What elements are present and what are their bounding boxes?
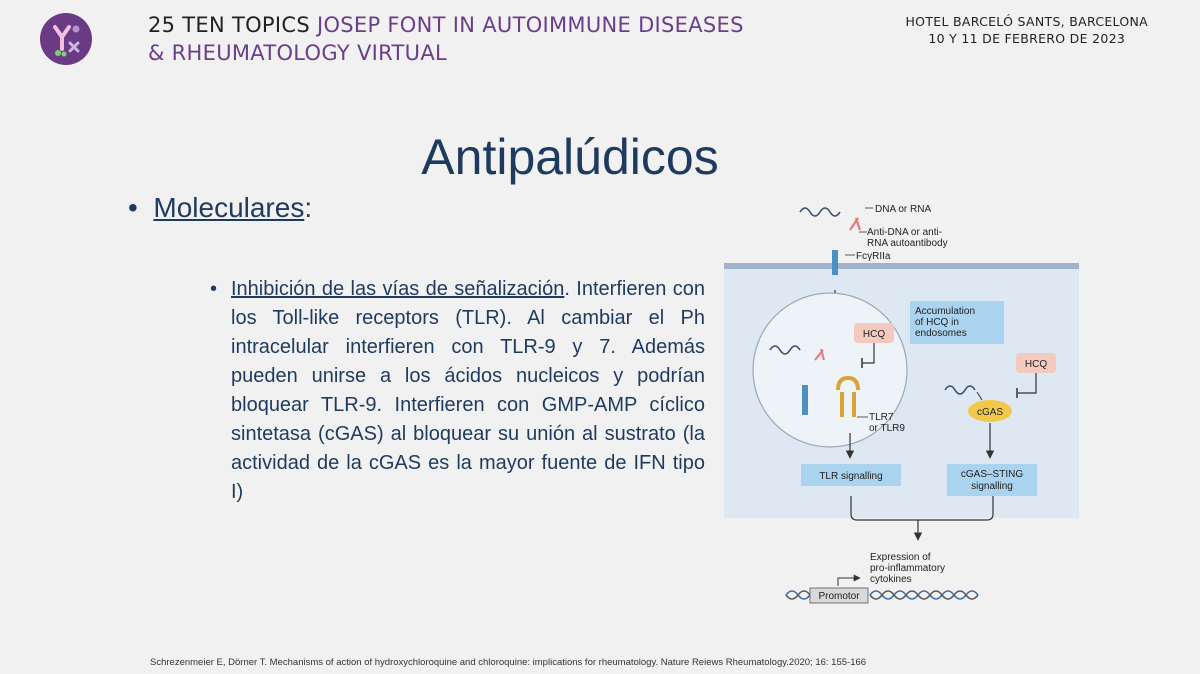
venue-line1: HOTEL BARCELÓ SANTS, BARCELONA xyxy=(905,14,1148,29)
bullet-dot: • xyxy=(128,192,154,223)
venue-line2: 10 Y 11 DE FEBRERO DE 2023 xyxy=(928,31,1126,46)
label-hcq-2: HCQ xyxy=(1024,359,1048,370)
label-tlr-1: TLR7 xyxy=(869,412,894,423)
bullet-dot: • xyxy=(210,278,218,300)
label-sting-2: signalling xyxy=(971,481,1013,492)
bullet-signalling-inhibition xyxy=(210,275,705,507)
bullet1-colon: : xyxy=(304,192,313,223)
bullet-moleculares xyxy=(128,192,312,224)
label-accum-3: endosomes xyxy=(915,328,967,339)
label-expr-1: Expression of xyxy=(870,552,931,563)
bullet2-rest: . Interfieren con los Toll-like receptors (TLR). Al cambiar el Ph intracelular interfieren con TLR-9 y 7. Además pueden unirse a los ácidos nucleicos y podrían bloquear TLR-9. Interfieren con GMP-AMP cíclico sintetasa (cGAS) al bloquear su unión al sustrato (la actividad de la cGAS es la mayor fuente de IFN tipo I) xyxy=(231,278,706,503)
conference-title-prefix: 25 TEN TOPICS xyxy=(148,13,310,37)
hcq-mechanism-figure xyxy=(720,190,1100,610)
label-accum-1: Accumulation xyxy=(915,306,976,317)
label-hcq-1: HCQ xyxy=(862,329,886,340)
conference-title-line2: & RHEUMATOLOGY VIRTUAL xyxy=(148,41,447,65)
label-promotor: Promotor xyxy=(818,591,860,602)
dna-strand-icon xyxy=(800,208,840,216)
label-expr-3: cytokines xyxy=(870,574,912,585)
bullet2-text xyxy=(231,275,705,507)
label-dna-rna: DNA or RNA xyxy=(875,204,932,215)
venue-info xyxy=(905,13,1148,47)
signalling-inhibition-link[interactable]: Inhibición de las vías de señalización xyxy=(231,278,565,300)
label-tlr-signalling: TLR signalling xyxy=(819,471,883,482)
antibody-logo-icon xyxy=(40,13,92,65)
label-cgas: cGAS xyxy=(976,407,1004,418)
conference-title-accent: JOSEP FONT IN AUTOIMMUNE DISEASES xyxy=(316,13,744,37)
event-logo xyxy=(40,13,92,65)
label-accum-2: of HCQ in xyxy=(915,317,959,328)
slide-title: Antipalúdicos xyxy=(421,129,719,185)
label-expr-2: pro-inflammatory xyxy=(870,563,946,574)
cell-membrane xyxy=(724,263,1079,269)
label-tlr-2: or TLR9 xyxy=(869,423,905,434)
promotor-arrow xyxy=(838,578,860,586)
citation: Schrezenmeier E, Dörner T. Mechanisms of action of hydroxychloroquine and chloroquine: implications for rheumatology. Nature Reiews Rheumatology.2020; 16: 155-166 xyxy=(150,657,867,668)
moleculares-link[interactable]: Moleculares xyxy=(153,192,305,223)
conference-title xyxy=(148,11,744,67)
label-sting-1: cGAS–STING xyxy=(960,469,1024,480)
label-autoantibody-2: RNA autoantibody xyxy=(867,238,948,249)
autoantibody-icon xyxy=(850,218,860,230)
slide-header xyxy=(0,0,1200,80)
label-fcgr: FcγRIIa xyxy=(856,251,891,262)
label-autoantibody-1: Anti-DNA or anti- xyxy=(867,227,943,238)
